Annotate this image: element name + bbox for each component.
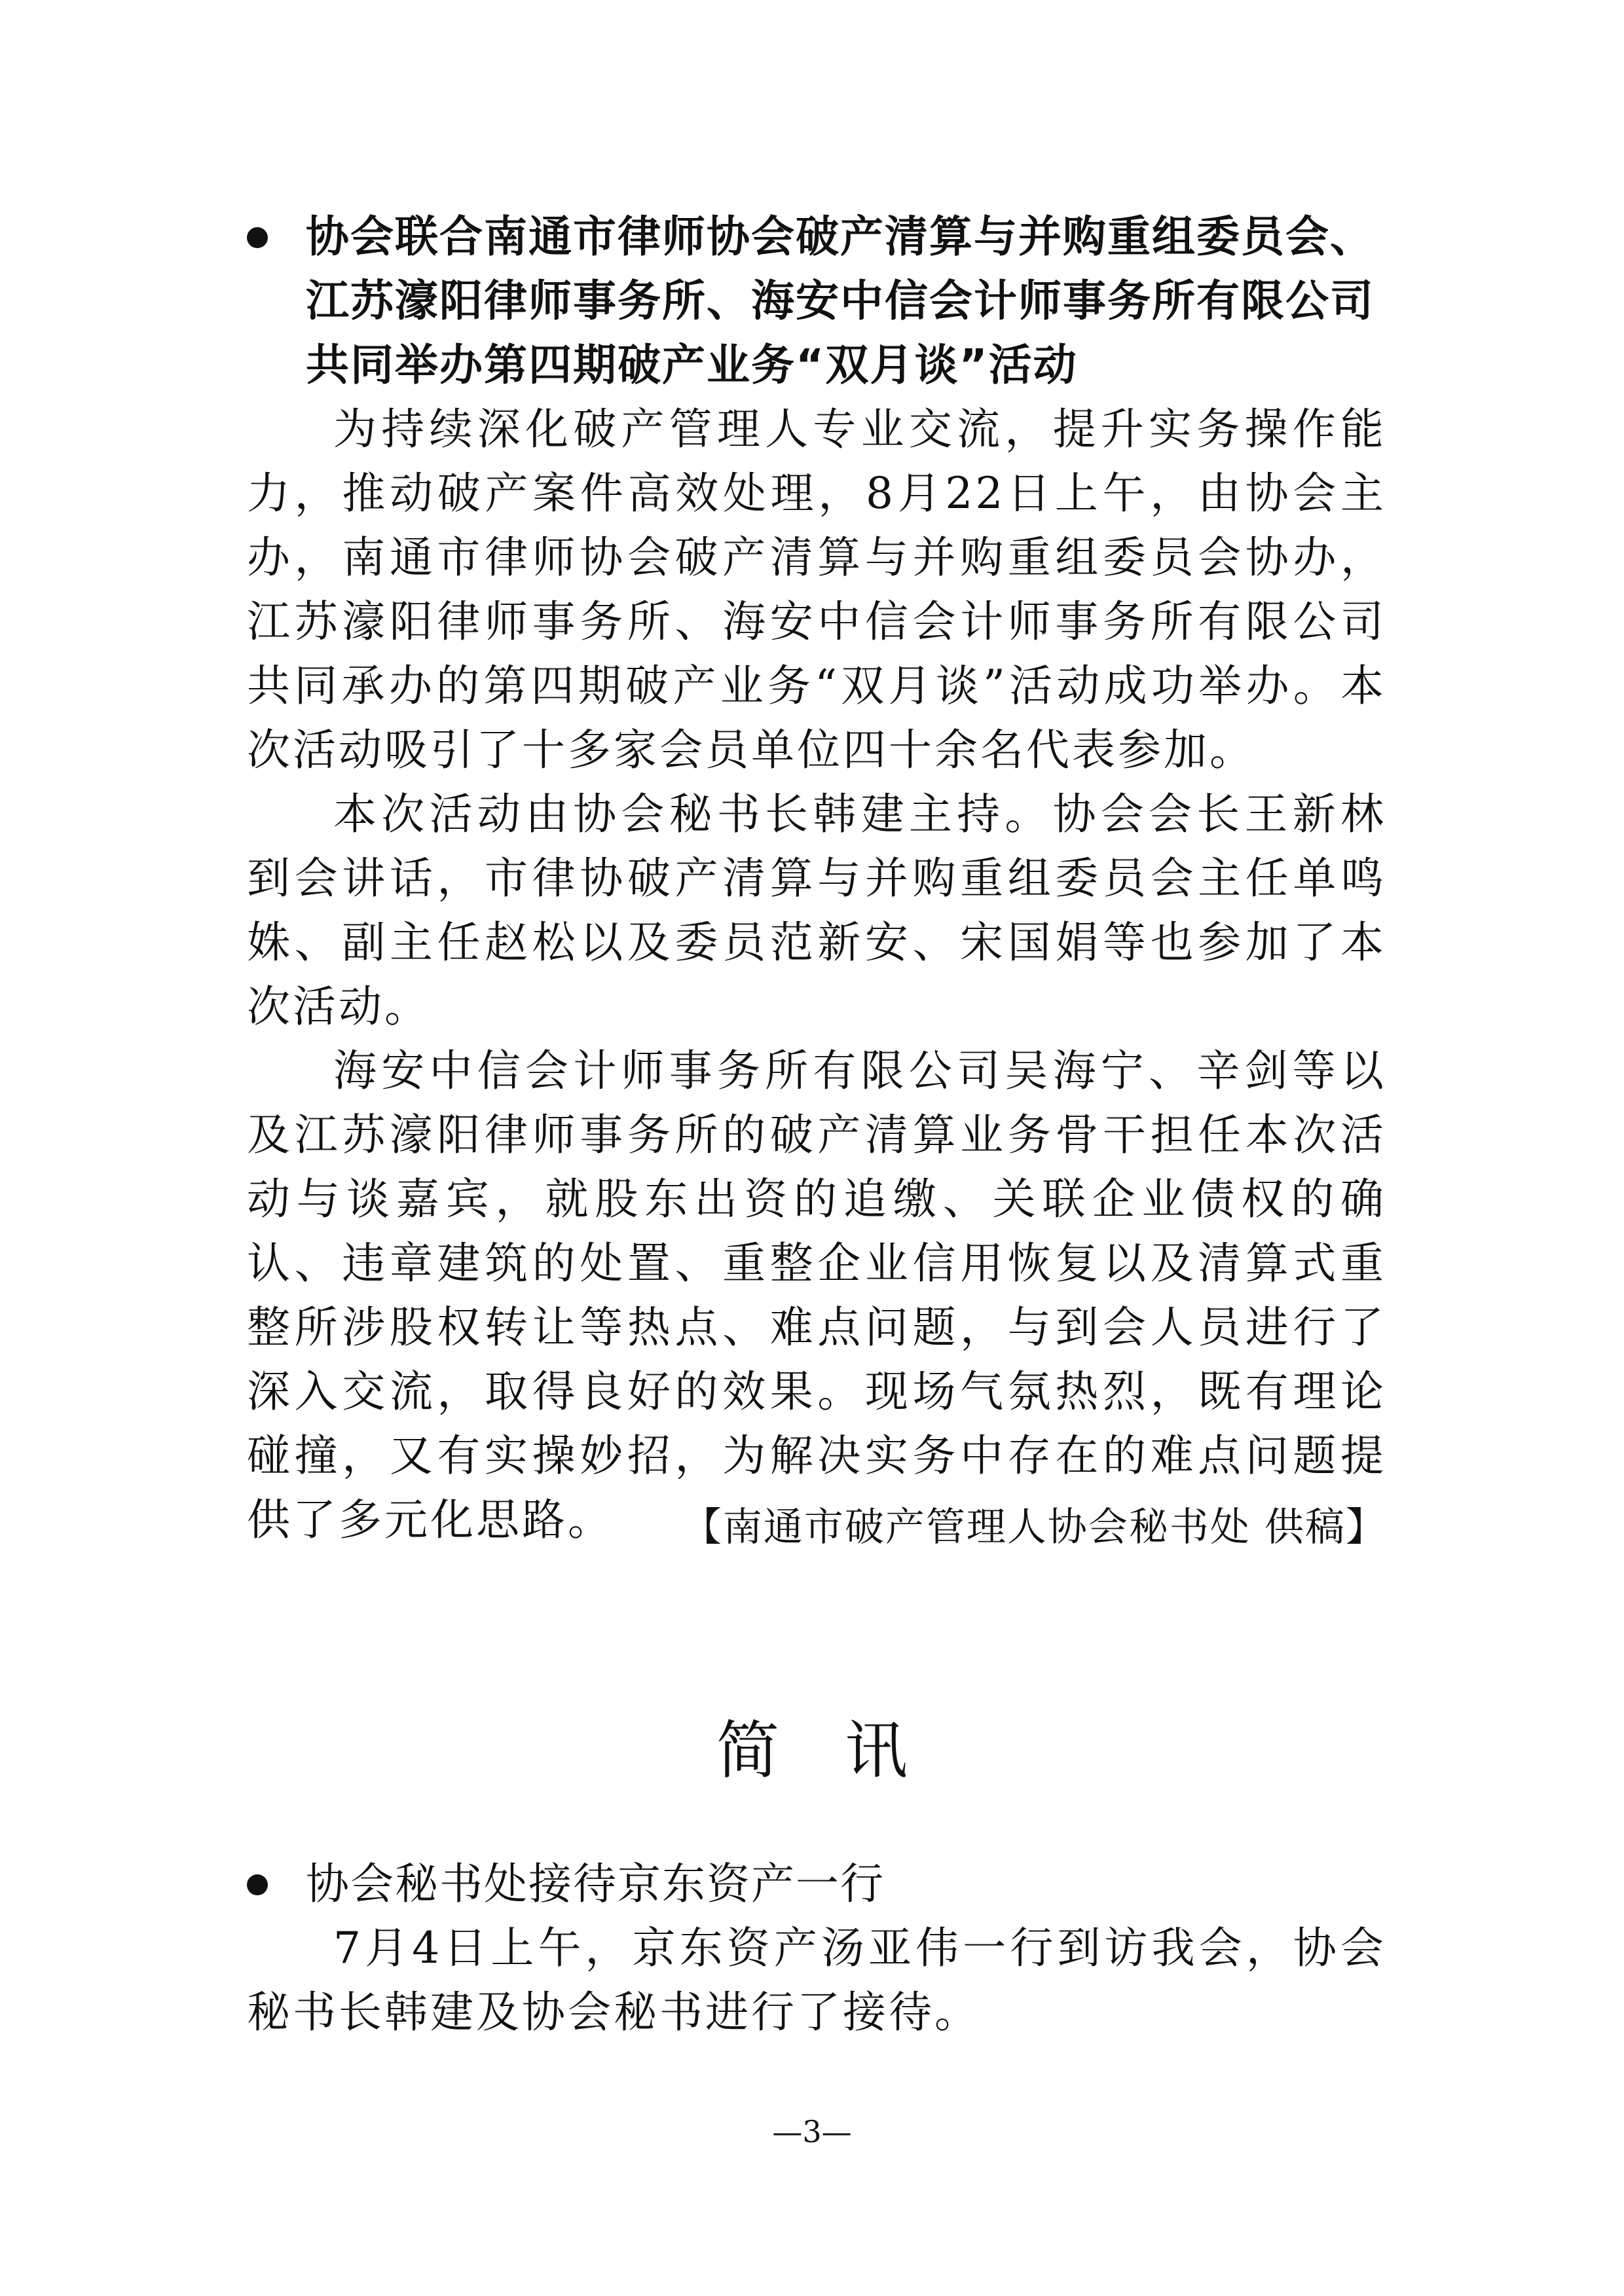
article-signature: 【南通市破产管理人协会秘书处 供稿】 — [682, 1504, 1386, 1550]
article-paragraph: 为持续深化破产管理人专业交流，提升实务操作能力，推动破产案件高效处理，8月22日上午，由协会主办，南通市律师协会破产清算与并购重组委员会协办，江苏濠阳律师事务所、海安中信会计师事务所有限公司共同承办的第四期破产业务“双月谈”活动成功举办。本次活动吸引了十多家会员单位四十余名代表参加。 — [247, 404, 1386, 775]
bullet-icon — [247, 227, 268, 248]
article-heading-text: 协会联合南通市律师协会破产清算与并购重组委员会、江苏濠阳律师事务所、海安中信会计师事务所有限公司共同举办第四期破产业务“双月谈”活动 — [306, 211, 1375, 390]
article-heading — [247, 1852, 1386, 1916]
bullet-icon — [247, 1874, 268, 1895]
article-2 — [247, 1852, 1386, 2045]
article-paragraph: 本次活动由协会秘书长韩建主持。协会会长王新林到会讲话，市律协破产清算与并购重组委员会主任单鸣姝、副主任赵松以及委员范新安、宋国娟等也参加了本次活动。 — [247, 789, 1386, 1032]
article-heading — [247, 205, 1386, 397]
article-heading-text: 协会秘书处接待京东资产一行 — [306, 1859, 885, 1909]
article-paragraph: 7月4日上午，京东资产汤亚伟一行到访我会，协会秘书长韩建及协会秘书进行了接待。 — [247, 1923, 1386, 2037]
article-1 — [247, 205, 1386, 1552]
section-title: 简讯 — [716, 1714, 973, 1787]
page-number: —3— — [772, 2114, 852, 2149]
article-paragraph: 海安中信会计师事务所有限公司吴海宁、辛剑等以及江苏濠阳律师事务所的破产清算业务骨干担任本次活动与谈嘉宾，就股东出资的追缴、关联企业债权的确认、违章建筑的处置、重整企业信用恢复以及清算式重整所涉股权转让等热点、难点问题，与到会人员进行了深入交流，取得良好的效果。现场气氛热烈，既有理论碰撞，又有实操妙招，为解决实务中存在的难点问题提供了多元化思路。 — [247, 1046, 1386, 1545]
